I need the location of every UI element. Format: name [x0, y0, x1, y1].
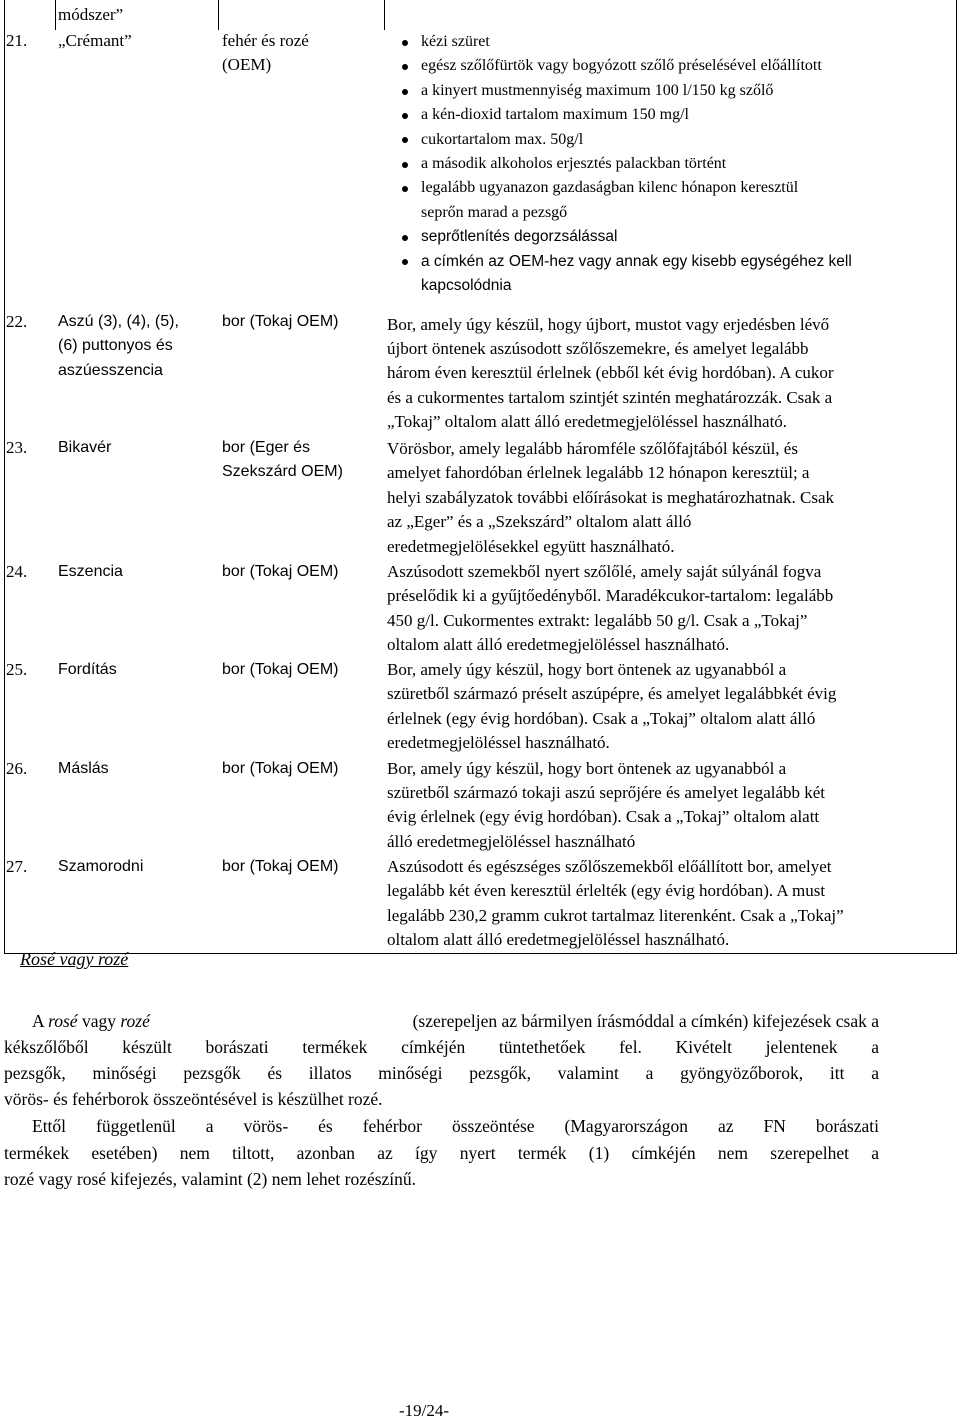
row-type: bor (Tokaj OEM) — [222, 313, 339, 330]
table-divider-desc — [384, 0, 385, 30]
table-border-left — [4, 0, 5, 953]
paragraph-line: kékszőlőből készült borászati termékek címkéjén tüntethetőek fel. Kivételt jelentenek a — [4, 1037, 879, 1057]
row-description: préselődik ki a gyűjtőedényből. Maradékcukor-tartalom: legalább — [387, 586, 834, 605]
row-type: bor (Eger és — [222, 439, 311, 456]
row-name: Aszú (3), (4), (5), — [58, 313, 179, 330]
row-number: 22. — [6, 312, 28, 331]
row-name: Máslás — [58, 760, 109, 777]
paragraph-line: vörös- és fehérborok összeöntésével is készülhet rozé. — [4, 1089, 383, 1109]
row-description: legalább két éven keresztül érlelték (egy évig hordóban). A must — [387, 881, 826, 900]
row-description: Bor, amely úgy készül, hogy bort öntenek az ugyanabból a — [387, 660, 787, 679]
row-description: szüretből származó préselt aszúpépre, és amelyet legalábbkét évig — [387, 684, 837, 703]
row-number: 26. — [6, 759, 28, 778]
row-type: bor (Tokaj OEM) — [222, 858, 339, 875]
row-description: oltalom alatt álló eredetmegjelöléssel használható. — [387, 635, 730, 654]
paragraph-line: pezsgők, minőségi pezsgők és illatos minőségi pezsgők, valamint a gyöngyözőborok, itt a — [4, 1063, 879, 1083]
bullet-item: a kén-dioxid tartalom maximum 150 mg/l — [421, 106, 689, 123]
bullet-dot — [402, 137, 408, 143]
bullet-dot — [402, 40, 408, 46]
bullet-item-continued: seprőn marad a pezsgő — [421, 204, 568, 221]
row-description: „Tokaj” oltalom alatt álló eredetmegjelöléssel használható. — [387, 412, 788, 431]
row-description: Aszúsodott szemekből nyert szőlőlé, amely saját súlyánál fogva — [387, 562, 822, 581]
bullet-item: legalább ugyanazon gazdaságban kilenc hónapon keresztül — [421, 179, 799, 196]
row-description: eredetmegjelölésekkel együtt használható. — [387, 537, 675, 556]
row-type: bor (Tokaj OEM) — [222, 661, 339, 678]
bullet-item: a címkén az OEM-hez vagy annak egy kisebb egységéhez kell — [421, 253, 852, 270]
bullet-item: a kinyert mustmennyiség maximum 100 l/150 kg szőlő — [421, 82, 774, 99]
bullet-dot — [402, 64, 408, 70]
paragraph-line: Ettől függetlenül a vörös- és fehérbor összeöntése (Magyarországon az FN borászati — [32, 1116, 879, 1136]
row-description: szüretből származó tokaji aszú seprőjére és amelyet legalább két — [387, 783, 826, 802]
bullet-item: a második alkoholos erjesztés palackban történt — [421, 155, 727, 172]
bullet-dot — [402, 113, 408, 119]
row-description: álló eredetmegjelöléssel használható — [387, 832, 636, 851]
bullet-dot — [402, 162, 408, 168]
row-description: három éven keresztül érlelnek (ebből két évig hordóban). A cukor — [387, 363, 834, 382]
paragraph-line: rozé vagy rosé kifejezés, valamint (2) nem lehet rozészínű. — [4, 1169, 417, 1189]
text-span: A — [32, 1011, 44, 1031]
row-description: Aszúsodott és egészséges szőlőszemekből előállított bor, amelyet — [387, 857, 832, 876]
row-number: 25. — [6, 660, 28, 679]
italic-term-rose: rosé — [48, 1011, 78, 1031]
row-description: eredetmegjelöléssel használható. — [387, 733, 610, 752]
section-heading: Rosé vagy rozé — [20, 949, 129, 969]
row-type: fehér és rozé — [222, 31, 309, 50]
row-name: (6) puttonyos és — [58, 337, 173, 354]
row-number: 27. — [6, 857, 28, 876]
header-fragment: módszer” — [58, 5, 124, 24]
text-span: (szerepeljen az bármilyen írásmóddal a címkén) kifejezések csak a — [412, 1011, 879, 1031]
table-divider-type — [218, 0, 219, 30]
row-name: Eszencia — [58, 563, 123, 580]
bullet-dot — [402, 259, 408, 265]
bullet-item: cukortartalom max. 50g/l — [421, 131, 584, 148]
row-name: Bikavér — [58, 439, 112, 456]
bullet-dot — [402, 89, 408, 95]
row-description: és a cukormentes tartalom szintjét szintén meghatározzák. Csak a — [387, 388, 833, 407]
row-type: Szekszárd OEM) — [222, 463, 343, 480]
row-number: 21. — [6, 31, 28, 50]
row-type: (OEM) — [222, 55, 272, 74]
bullet-dot — [402, 186, 408, 192]
row-description: Vörösbor, amely legalább háromféle szőlőfajtából készül, és — [387, 439, 798, 458]
row-description: 450 g/l. Cukormentes extrakt: legalább 50 g/l. Csak a „Tokaj” — [387, 611, 808, 630]
row-description: Bor, amely úgy készül, hogy újbort, mustot vagy erjedésben lévő — [387, 315, 830, 334]
bullet-item: kézi szüret — [421, 33, 490, 50]
table-divider-num — [55, 0, 56, 30]
table-border-right — [956, 0, 957, 953]
paragraph-line: termékek esetében) nem tiltott, azonban az így nyert termék (1) címkéjén nem szerepelhet a — [4, 1143, 879, 1163]
italic-term-roze: rozé — [120, 1011, 150, 1031]
row-description: évig érlelnek (egy évig hordóban). Csak a „Tokaj” oltalom alatt — [387, 807, 820, 826]
row-description: érlelnek (egy évig hordóban). Csak a „Tokaj” oltalom alatt álló — [387, 709, 816, 728]
row-number: 24. — [6, 562, 28, 581]
row-description: amelyet fahordóban érlelnek legalább 12 hónapon keresztül; a — [387, 463, 810, 482]
text-span: vagy — [81, 1011, 116, 1031]
bullet-item: seprőtlenítés degorzsálással — [421, 228, 618, 245]
row-description: helyi szabályzatok további előírásokat is meghatározhatnak. Csak — [387, 488, 835, 507]
row-description: újbort öntenek aszúsodott szőlőszemekre, és amelyet legalább — [387, 339, 809, 358]
bullet-item: egész szőlőfürtök vagy bogyózott szőlő préselésével előállított — [421, 57, 822, 74]
row-name: aszúesszencia — [58, 362, 163, 379]
row-name: Fordítás — [58, 661, 117, 678]
row-type: bor (Tokaj OEM) — [222, 563, 339, 580]
paragraph-line — [4, 1008, 879, 1035]
bullet-item-continued: kapcsolódnia — [421, 277, 512, 294]
row-name: „Crémant” — [58, 31, 132, 50]
bullet-dot — [402, 235, 408, 241]
row-name: Szamorodni — [58, 858, 144, 875]
row-type: bor (Tokaj OEM) — [222, 760, 339, 777]
row-description: legalább 230,2 gramm cukrot tartalmaz literenként. Csak a „Tokaj” — [387, 906, 844, 925]
row-description: oltalom alatt álló eredetmegjelöléssel használható. — [387, 930, 730, 949]
row-number: 23. — [6, 438, 28, 457]
page-number: -19/24- — [398, 1401, 450, 1420]
row-description: Bor, amely úgy készül, hogy bort öntenek az ugyanabból a — [387, 759, 787, 778]
row-description: az „Eger” és a „Szekszárd” oltalom alatt álló — [387, 512, 692, 531]
table-bottom-border — [4, 953, 957, 954]
